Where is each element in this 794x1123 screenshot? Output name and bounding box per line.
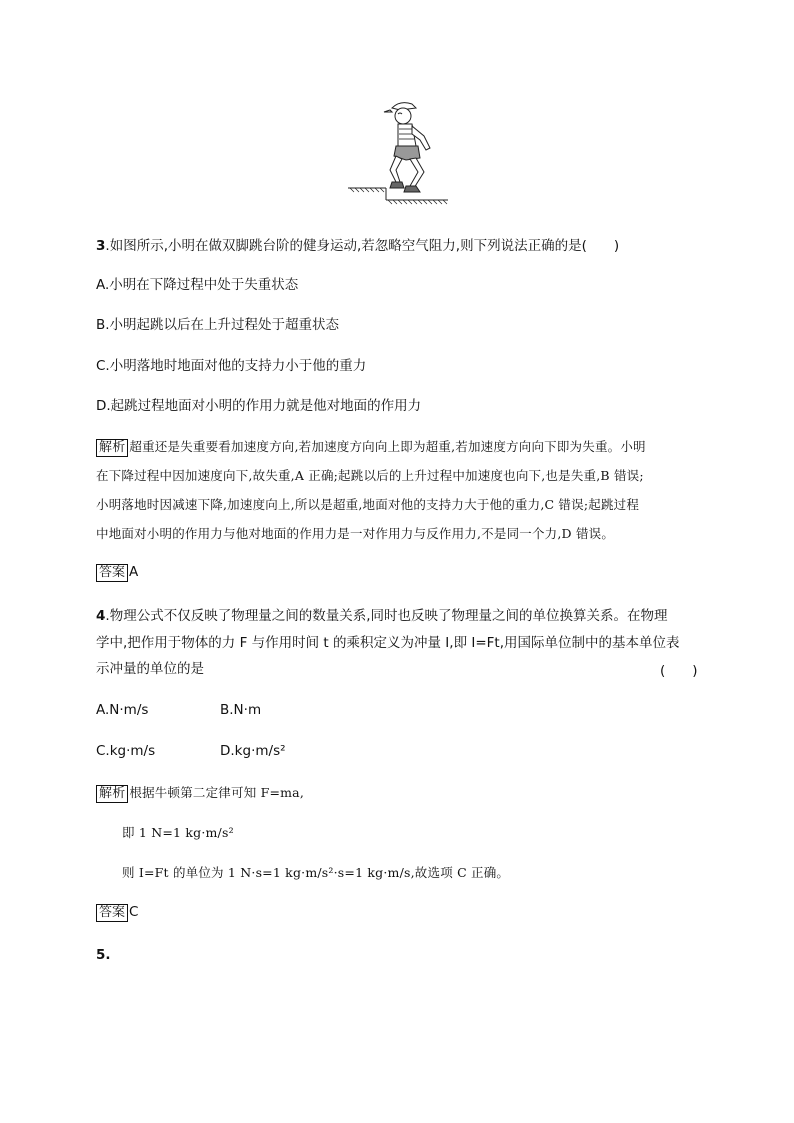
q4-answer-tag: 答案	[96, 904, 128, 922]
q3-option-a: A.小明在下降过程中处于失重状态	[96, 277, 299, 293]
q3-analysis-line-1	[96, 432, 646, 461]
q4-option-b: B.N·m	[220, 702, 262, 718]
q3-analysis-line-2: 在下降过程中因加速度向下,故失重,A 正确;起跳以后的上升过程中加速度也向下,也是失重,B 错误;	[96, 468, 644, 483]
q3-stem	[96, 236, 619, 256]
q4-number: 4	[96, 608, 106, 624]
q3-answer-value: A	[129, 564, 139, 580]
q4-stem-text-1: .物理公式不仅反映了物理量之间的数量关系,同时也反映了物理量之间的单位换算关系。在物理	[105, 608, 668, 624]
q3-answer-tag: 答案	[96, 564, 128, 582]
q3-analysis-text-1: 超重还是失重要看加速度方向,若加速度方向向上即为超重,若加速度方向向下即为失重。小明	[129, 439, 646, 454]
q3-analysis-tag: 解析	[96, 439, 128, 457]
q4-answer-value: C	[129, 904, 139, 920]
q4-option-c: C.kg·m/s	[96, 743, 156, 759]
q5-number: 5.	[96, 947, 111, 963]
q4-stem-line-3: 示冲量的单位的是	[96, 661, 204, 677]
q3-answer	[96, 562, 138, 582]
q4-stem-line-2: 学中,把作用于物体的力 F 与作用时间 t 的乘积定义为冲量 I,即 I=Ft,用国际单位制中的基本单位表	[96, 635, 680, 651]
q4-analysis-tag: 解析	[96, 785, 128, 803]
q3-option-d: D.起跳过程地面对小明的作用力就是他对地面的作用力	[96, 398, 422, 414]
q4-analysis-line-2: 即 1 N=1 kg·m/s²	[122, 825, 234, 840]
q3-number: 3	[96, 238, 106, 254]
q4-analysis-line-3: 则 I=Ft 的单位为 1 N·s=1 kg·m/s²·s=1 kg·m/s,故选项 C 正确。	[122, 865, 510, 880]
q4-stem-line-1	[96, 606, 668, 626]
q3-option-b: B.小明起跳以后在上升过程处于超重状态	[96, 317, 340, 333]
step-ground	[348, 188, 448, 204]
q4-option-a: A.N·m/s	[96, 702, 149, 718]
q4-option-d: D.kg·m/s²	[220, 743, 286, 759]
q4-analysis-text-1: 根据牛顿第二定律可知 F=ma,	[129, 785, 305, 800]
q4-answer-paren: ( )	[660, 663, 698, 679]
q4-answer	[96, 902, 138, 922]
q3-analysis-line-4: 中地面对小明的作用力与他对地面的作用力是一对作用力与反作用力,不是同一个力,D 错误。	[96, 526, 615, 541]
jumping-boy-illustration	[340, 96, 452, 208]
q3-option-c: C.小明落地时地面对他的支持力小于他的重力	[96, 358, 367, 374]
q3-analysis-line-3: 小明落地时因减速下降,加速度向上,所以是超重,地面对他的支持力大于他的重力,C 错误;起跳过程	[96, 497, 640, 512]
q3-stem-text: .如图所示,小明在做双脚跳台阶的健身运动,若忽略空气阻力,则下列说法正确的是( )	[105, 238, 620, 254]
q4-analysis-line-1	[96, 778, 304, 807]
